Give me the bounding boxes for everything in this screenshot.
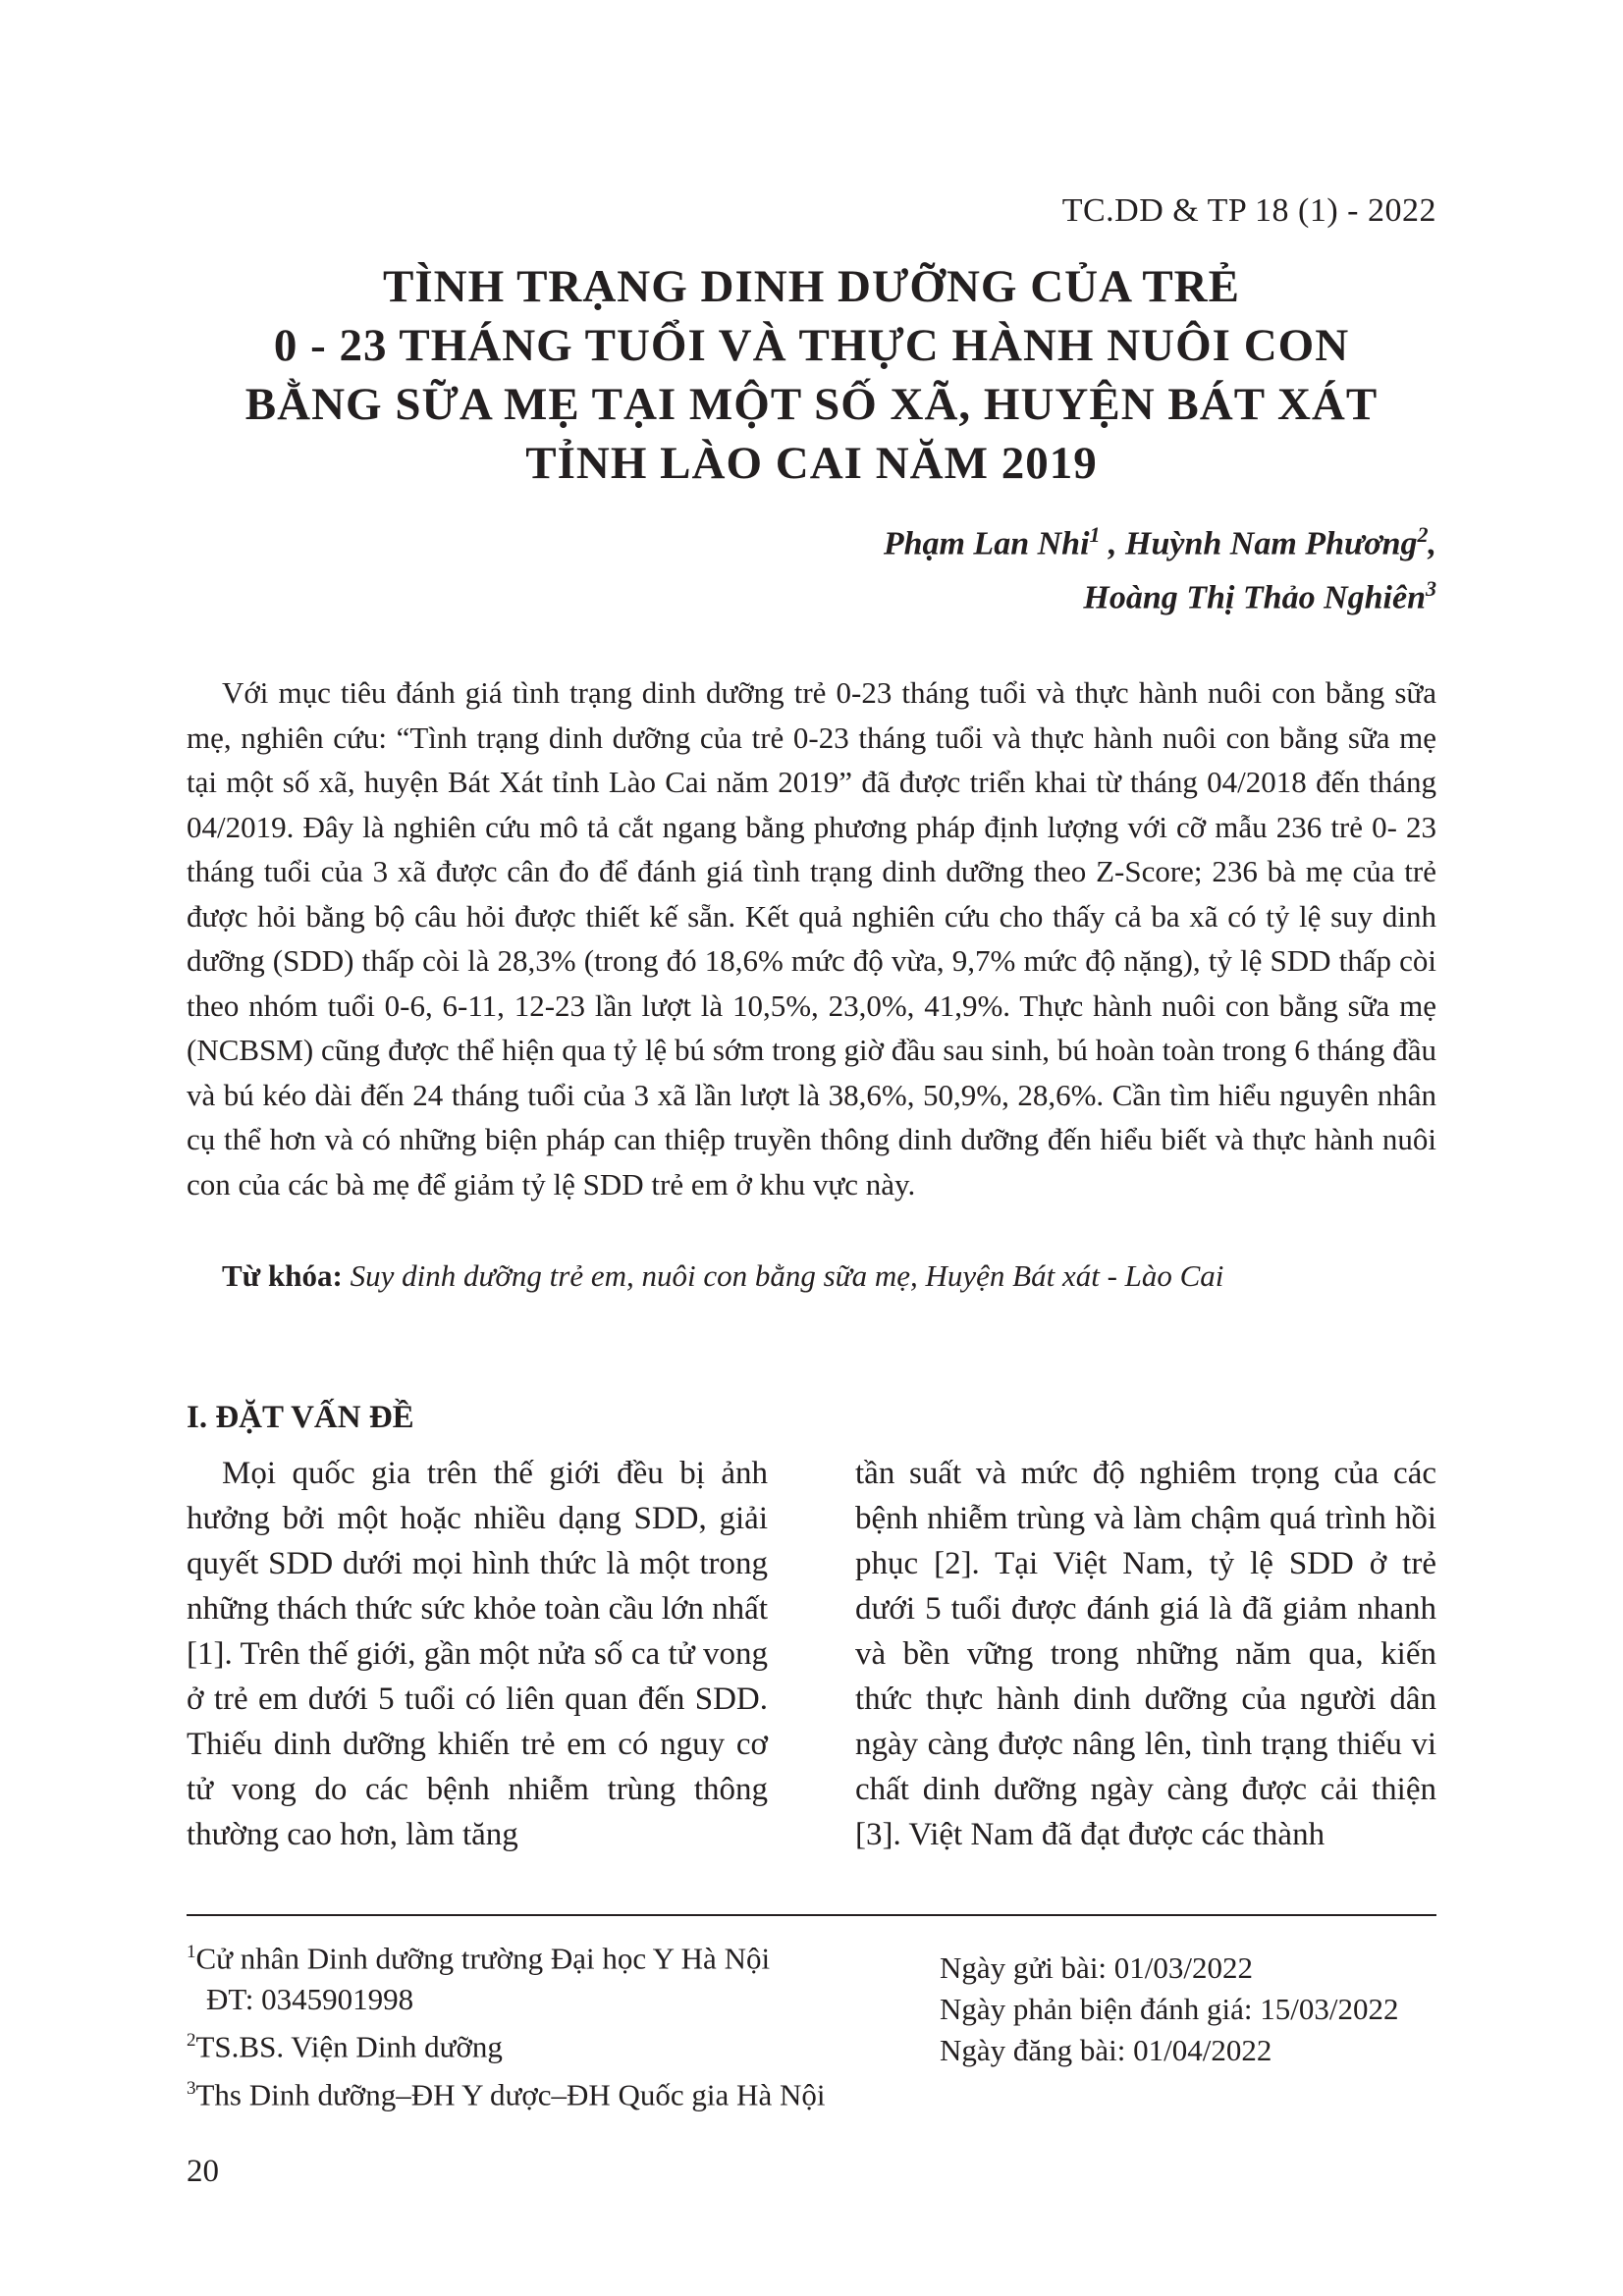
footnote-mark: 2: [187, 2030, 196, 2052]
section-heading: I. ĐẶT VẤN ĐỀ: [187, 1400, 414, 1435]
footnote-text: TS.BS. Viện Dinh dưỡng: [195, 2029, 503, 2064]
abstract: Với mục tiêu đánh giá tình trạng dinh dưỡng trẻ 0-23 tháng tuổi và thực hành nuôi con bằng sữa mẹ, nghiên cứu: “Tình trạng dinh dưỡng của trẻ 0-23 tháng tuổi và thực hành nuôi con bằng sữa mẹ tại một số xã, huyện Bát Xát tỉnh Lào Cai năm 2019” đã được triển khai từ tháng 04/2018 đến tháng 04/2019. Đây là nghiên cứu mô tả cắt ngang bằng phương pháp định lượng với cỡ mẫu 236 trẻ 0- 23 tháng tuổi của 3 xã được cân đo để đánh giá tình trạng dinh dưỡng theo Z-Score; 236 bà mẹ của trẻ được hỏi bằng bộ câu hỏi được thiết kế sẵn. Kết quả nghiên cứu cho thấy cả ba xã có tỷ lệ suy dinh dưỡng (SDD) thấp còi là 28,3% (trong đó 18,6% mức độ vừa, 9,7% mức độ nặng), tỷ lệ SDD thấp còi theo nhóm tuổi 0-6, 6-11, 12-23 lần lượt là 10,5%, 23,0%, 41,9%. Thực hành nuôi con bằng sữa mẹ (NCBSM) cũng được thể hiện qua tỷ lệ bú sớm trong giờ đầu sau sinh, bú hoàn toàn trong 6 tháng đầu và bú kéo dài đến 24 tháng tuổi của 3 xã lần lượt là 38,6%, 50,9%, 28,6%. Cần tìm hiểu nguyên nhân cụ thể hơn và có những biện pháp can thiệp truyền thông dinh dưỡng đến hiểu biết và thực hành nuôi con của các bà mẹ để giảm tỷ lệ SDD trẻ em ở khu vực này.: [187, 675, 1436, 1201]
author-separator: ,: [1428, 525, 1436, 562]
submission-dates: [940, 1948, 1399, 2071]
keywords: [187, 1254, 1436, 1298]
author-list: [884, 512, 1436, 621]
footnote: [187, 2068, 893, 2115]
affiliation-mark: 1: [1089, 522, 1101, 547]
date-reviewed: Ngày phản biện đánh giá: 15/03/2022: [940, 1992, 1399, 2026]
title-line: TÌNH TRẠNG DINH DƯỠNG CỦA TRẺ: [383, 261, 1240, 312]
author-line-1: [884, 512, 1436, 566]
page-number: 20: [187, 2154, 219, 2189]
footnote-text: Ths Dinh dưỡng–ĐH Y dược–ĐH Quốc gia Hà Nội: [195, 2076, 826, 2111]
author-name: Phạm Lan Nhi: [883, 525, 1090, 562]
footnote-text: ĐT: 0345901998: [206, 1982, 414, 2017]
footnote-text: Cử nhân Dinh dưỡng trường Đại học Y Hà Nội: [195, 1941, 771, 1976]
date-published: Ngày đăng bài: 01/04/2022: [940, 2033, 1272, 2067]
affiliation-mark: 2: [1417, 522, 1429, 547]
title-line: BẰNG SỮA MẸ TẠI MỘT SỐ XÃ, HUYỆN BÁT XÁT: [244, 379, 1379, 430]
title-line: TỈNH LÀO CAI NĂM 2019: [525, 438, 1098, 489]
article-title: [187, 257, 1436, 493]
keywords-text: Suy dinh dưỡng trẻ em, nuôi con bằng sữa mẹ, Huyện Bát xát - Lào Cai: [342, 1258, 1224, 1293]
body-column-right: tần suất và mức độ nghiêm trọng của các bệnh nhiễm trùng và làm chậm quá trình hồi phục [2]. Tại Việt Nam, tỷ lệ SDD ở trẻ dưới 5 tuổi được đánh giá là đã giảm nhanh và bền vững trong những năm qua, kiến thức thực hành dinh dưỡng của người dân ngày càng được nâng lên, tình trạng thiếu vi chất dinh dưỡng ngày càng được cải thiện [3]. Việt Nam đã đạt được các thành: [855, 1456, 1436, 1852]
author-line-2: [884, 566, 1436, 620]
affiliation-mark: 3: [1426, 576, 1436, 602]
footnote: [187, 1979, 893, 2020]
date-received: Ngày gửi bài: 01/03/2022: [940, 1950, 1254, 1985]
footnote: [187, 1932, 893, 1979]
footnotes: [187, 1932, 893, 2115]
footnote-mark: 1: [187, 1942, 196, 1962]
body-column-left: Mọi quốc gia trên thế giới đều bị ảnh hưởng bởi một hoặc nhiều dạng SDD, giải quyết SDD dưới mọi hình thức là một trong những thách thức sức khỏe toàn cầu lớn nhất [1]. Trên thế giới, gần một nửa số ca tử vong ở trẻ em dưới 5 tuổi có liên quan đến SDD. Thiếu dinh dưỡng khiến trẻ em có nguy cơ tử vong do các bệnh nhiễm trùng thông thường cao hơn, làm tăng: [187, 1456, 768, 1852]
running-head: TC.DD & TP 18 (1) - 2022: [1061, 192, 1436, 229]
footnote: [187, 2020, 893, 2067]
footnote-mark: 3: [187, 2077, 196, 2099]
footnote-divider: [187, 1914, 1436, 1916]
title-line: 0 - 23 THÁNG TUỔI VÀ THỰC HÀNH NUÔI CON: [273, 320, 1350, 371]
author-name: Hoàng Thị Thảo Nghiên: [1083, 579, 1426, 616]
author-name: , Huỳnh Nam Phương: [1100, 525, 1418, 562]
keywords-label: Từ khóa:: [222, 1258, 343, 1293]
